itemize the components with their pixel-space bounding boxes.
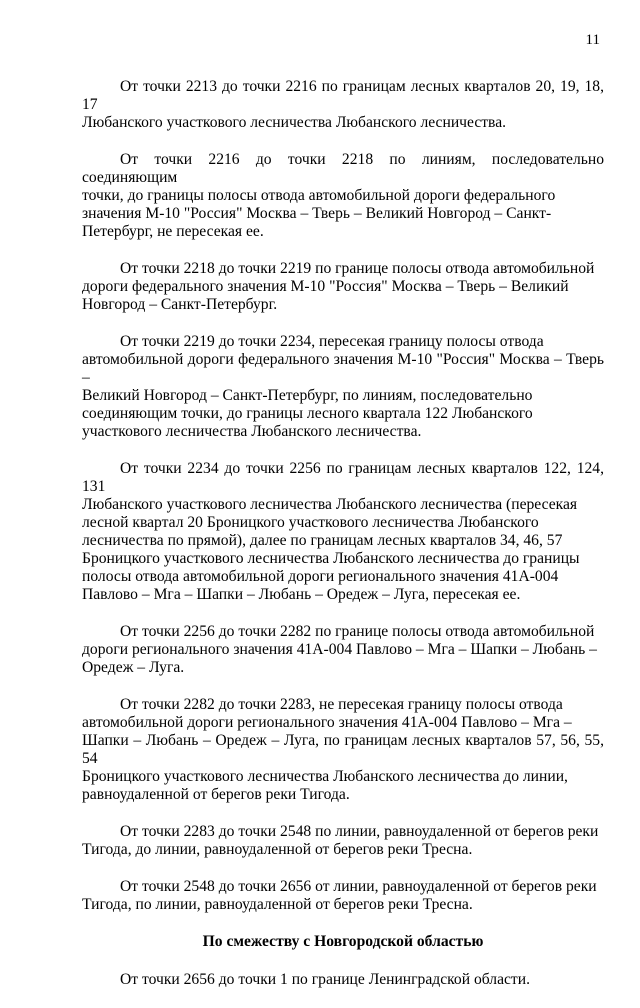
- page-number: 11: [585, 32, 600, 48]
- paragraph-2219-2234: От точки 2219 до точки 2234, пересекая границу полосы отвода автомобильной дороги федерального значения М-10 "Россия" Москва – Тверь – Великий Новгород – Санкт-Петербург, по линиям, последовательно соединяющим точки, до границы лесного квартала 122 Любанского участкового лесничества Любанского лесничества.: [82, 333, 604, 440]
- paragraph-2282-2283: От точки 2282 до точки 2283, не пересекая границу полосы отвода автомобильной дороги регионального значения 41А-004 Павлово – Мга – Шапки – Любань – Оредеж – Луга, по границам лесных кварталов 57, 56, 55, 54 Броницкого участкового лесничества Любанского лесничества до линии, равноудаленной от берегов реки Тигода.: [82, 696, 604, 803]
- document-body: [82, 78, 604, 1008]
- paragraph-2218-2219: От точки 2218 до точки 2219 по границе полосы отвода автомобильной дороги федерального значения М-10 "Россия" Москва – Тверь – Великий Новгород – Санкт-Петербург.: [82, 260, 595, 313]
- section-heading: По смежеству с Новгородской областью: [202, 933, 484, 950]
- paragraph-2283-2548: От точки 2283 до точки 2548 по линии, равноудаленной от берегов реки Тигода, до линии, равноудаленной от берегов реки Тресна.: [82, 823, 599, 858]
- paragraph-2656-1: От точки 2656 до точки 1 по границе Ленинградской области.: [120, 971, 530, 988]
- paragraph-2548-2656: От точки 2548 до точки 2656 от линии, равноудаленной от берегов реки Тигода, по линии, равноудаленной от берегов реки Тресна.: [82, 878, 597, 913]
- paragraph-2213-2216: От точки 2213 до точки 2216 по границам лесных кварталов 20, 19, 18, 17 Любанского участкового лесничества Любанского лесничества.: [82, 78, 604, 131]
- paragraph-2234-2256: От точки 2234 до точки 2256 по границам лесных кварталов 122, 124, 131 Любанского участкового лесничества Любанского лесничества (пересекая лесной квартал 20 Броницкого участкового лесничества Любанского лесничества по прямой), далее по границам лесных кварталов 34, 46, 57 Броницкого участкового лесничества Любанского лесничества до границы полосы отвода автомобильной дороги регионального значения 41А-004 Павлово – Мга – Шапки – Любань – Оредеж – Луга, пересекая ее.: [82, 460, 604, 603]
- paragraph-2256-2282: От точки 2256 до точки 2282 по границе полосы отвода автомобильной дороги регионального значения 41А-004 Павлово – Мга – Шапки – Любань – Оредеж – Луга.: [82, 623, 597, 676]
- paragraph-2216-2218: От точки 2216 до точки 2218 по линиям, последовательно соединяющим точки, до границы полосы отвода автомобильной дороги федерального значения М-10 "Россия" Москва – Тверь – Великий Новгород – Санкт- Петербург, не пересекая ее.: [82, 151, 604, 240]
